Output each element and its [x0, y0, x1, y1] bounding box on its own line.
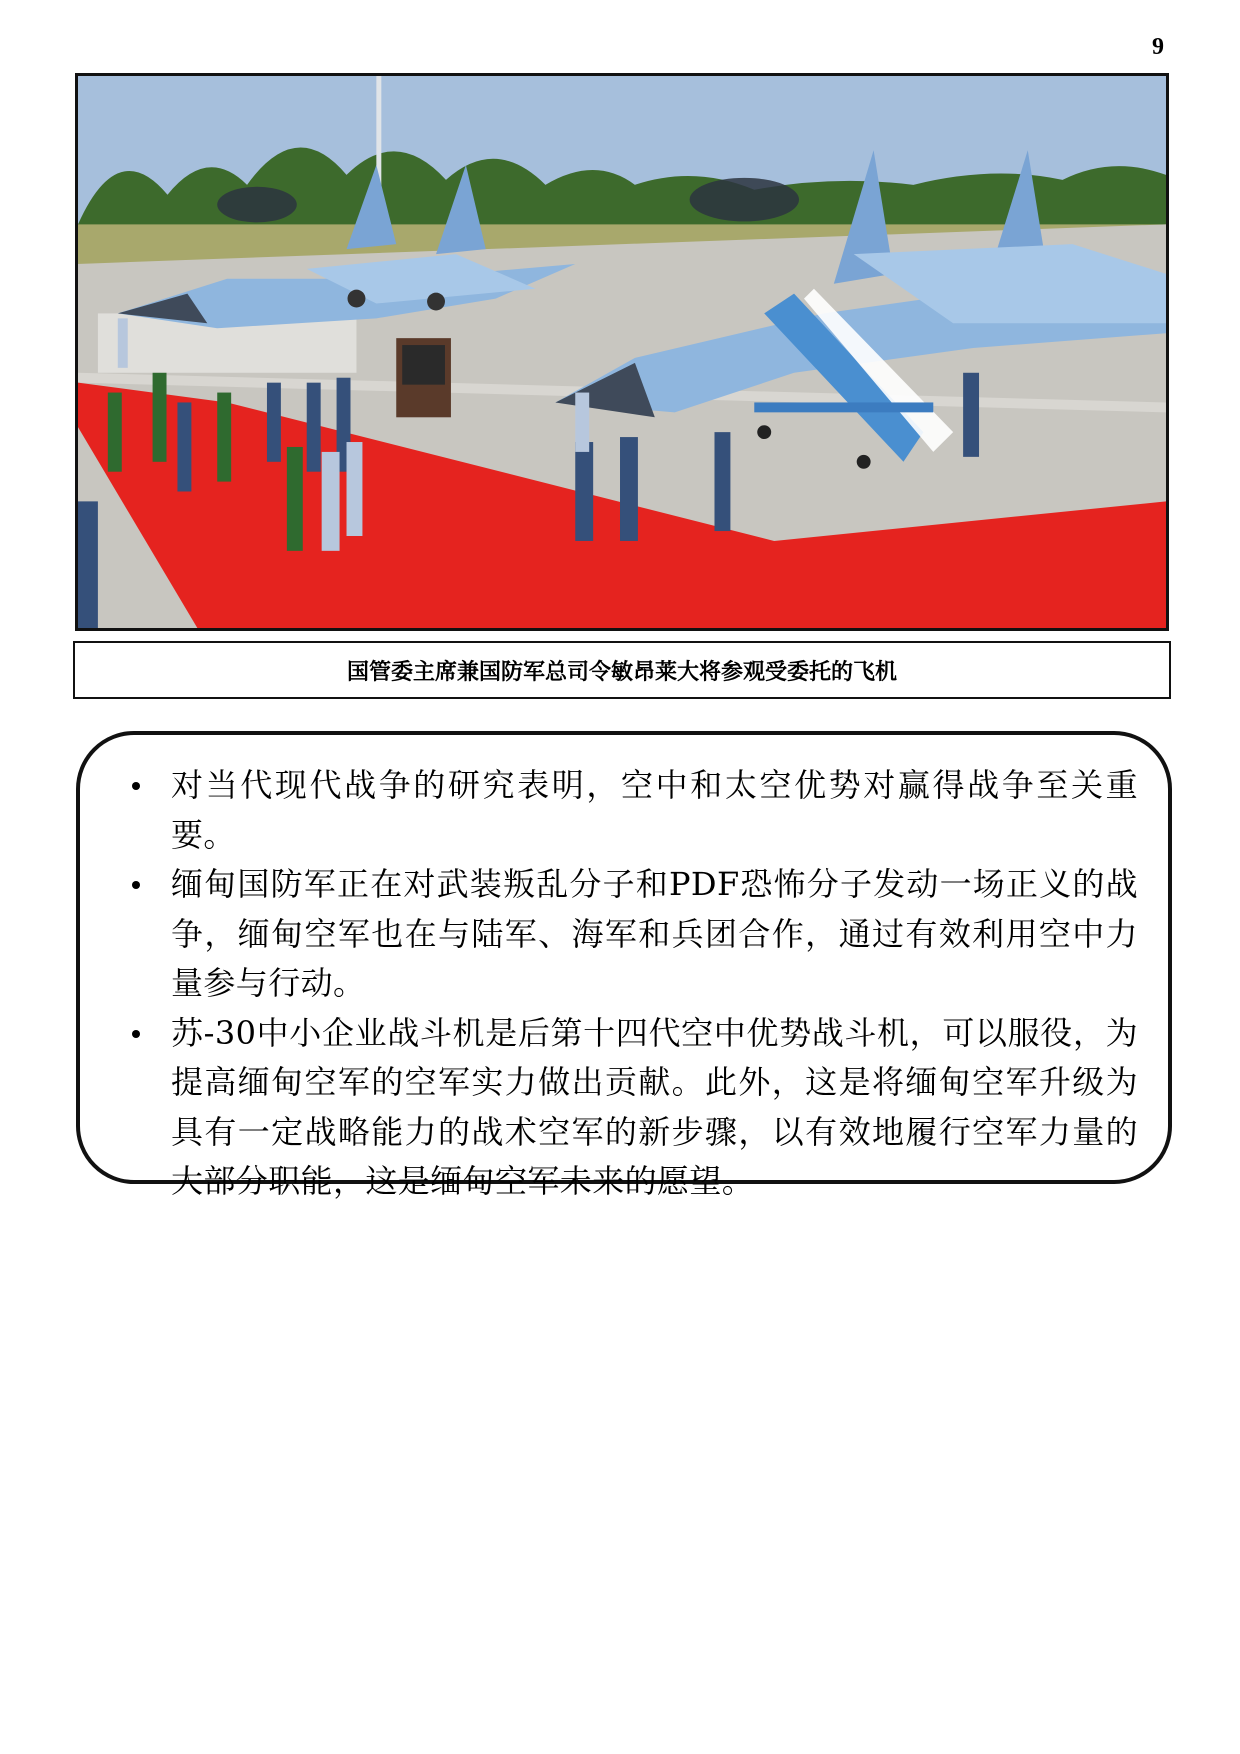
bullet-panel — [76, 731, 1172, 1200]
bullet-text: 缅甸国防军正在对武装叛乱分子和PDF恐怖分子发动一场正义的战争，缅甸空军也在与陆军、海军和兵团合作，通过有效利用空中力量参与行动。 — [171, 865, 1138, 1002]
bullet-text: 对当代现代战争的研究表明，空中和太空优势对赢得战争至关重要。 — [171, 766, 1138, 854]
bullet-list — [132, 761, 1138, 1207]
photo-caption: 国管委主席兼国防军总司令敏昂莱大将参观受委托的飞机 — [73, 641, 1171, 699]
bullet-dot-icon — [132, 782, 140, 790]
page-number: 9 — [1152, 34, 1164, 60]
bullet-item — [132, 761, 1138, 860]
bullet-dot-icon — [132, 881, 140, 889]
airfield-photo — [78, 76, 1166, 628]
photo-frame — [75, 73, 1169, 631]
bullet-item — [132, 860, 1138, 1009]
bullet-item — [132, 1009, 1138, 1207]
bullet-text: 苏-30中小企业战斗机是后第十四代空中优势战斗机，可以服役，为提高缅甸空军的空军实力做出贡献。此外，这是将缅甸空军升级为具有一定战略能力的战术空军的新步骤，以有效地履行空军力量的大部分职能，这是缅甸空军未来的愿望。 — [171, 1013, 1138, 1200]
bullet-dot-icon — [132, 1030, 140, 1038]
